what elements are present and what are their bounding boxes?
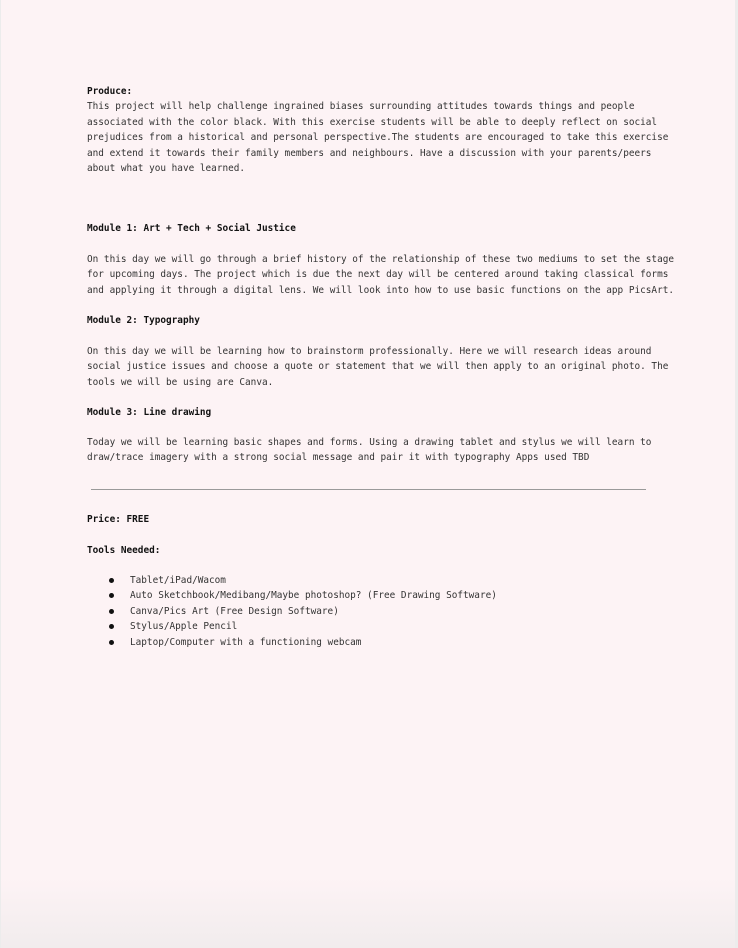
produce-line: prejudices from a historical and personal perspective.The students are encouraged to take this exercise	[87, 132, 669, 144]
tool-label: Laptop/Computer with a functioning webcam	[130, 636, 362, 648]
module-2-section	[87, 313, 200, 328]
module-3-paragraph	[87, 435, 651, 466]
page-bottom-shadow	[1, 878, 735, 948]
produce-line: about what you have learned.	[87, 163, 246, 175]
tools-list-wrap	[87, 573, 497, 650]
module-2-line: tools we will be using are Canva.	[87, 376, 274, 388]
tools-list-item	[87, 573, 497, 588]
module-1-heading: Module 1: Art + Tech + Social Justice	[87, 223, 296, 234]
module-1-line: for upcoming days. The project which is due the next day will be centered around taking classical forms	[87, 269, 669, 281]
module-3-heading: Module 3: Line drawing	[87, 407, 212, 418]
tools-list-item	[87, 635, 497, 650]
price-label: Price: FREE	[87, 514, 150, 525]
tool-label: Canva/Pics Art (Free Design Software)	[130, 605, 339, 617]
bullet-icon	[109, 578, 114, 583]
module-2-paragraph	[87, 344, 668, 390]
module-1-line: On this day we will go through a brief history of the relationship of these two mediums to set the stage	[87, 254, 674, 265]
produce-line: This project will help challenge ingrained biases surrounding attitudes towards things and people	[87, 101, 635, 113]
tools-list-item	[87, 604, 497, 619]
tools-list	[87, 573, 497, 650]
section-divider	[91, 489, 646, 490]
produce-paragraph	[87, 99, 668, 176]
produce-line: and extend it towards their family members and neighbours. Have a discussion with your parents/peers	[87, 147, 652, 159]
bullet-icon	[109, 609, 114, 614]
module-2-heading: Module 2: Typography	[87, 315, 200, 326]
tools-list-item	[87, 588, 497, 603]
produce-heading: Produce:	[87, 86, 133, 97]
produce-line: associated with the color black. With this exercise students will be able to deeply reflect on social	[87, 116, 658, 128]
tool-label: Stylus/Apple Pencil	[130, 621, 238, 633]
tools-heading: Tools Needed:	[87, 545, 161, 556]
module-1-paragraph	[87, 252, 674, 298]
tool-label: Auto Sketchbook/Medibang/Maybe photoshop? (Free Drawing Software)	[130, 590, 497, 602]
produce-section	[87, 84, 668, 176]
module-2-body	[87, 344, 668, 390]
module-1-line: and applying it through a digital lens. We will look into how to use basic functions on the app PicsArt.	[87, 284, 674, 296]
module-2-line: On this day we will be learning how to brainstorm professionally. Here we will research ideas around	[87, 346, 652, 357]
module-3-line: Today we will be learning basic shapes and forms. Using a drawing tablet and stylus we will learn to	[87, 437, 652, 448]
module-1-body	[87, 252, 674, 298]
module-1-section	[87, 221, 296, 236]
module-3-section	[87, 405, 211, 420]
document-page	[1, 0, 735, 948]
tool-label: Tablet/iPad/Wacom	[130, 575, 226, 586]
tools-list-item	[87, 619, 497, 634]
tools-section	[87, 543, 160, 558]
module-2-line: social justice issues and choose a quote or statement that we will then apply to an original photo. The	[87, 361, 669, 373]
bullet-icon	[109, 624, 114, 629]
bullet-icon	[109, 593, 114, 598]
module-3-body	[87, 435, 651, 466]
bullet-icon	[109, 640, 114, 645]
module-3-line: draw/trace imagery with a strong social message and pair it with typography Apps used TBD	[87, 452, 590, 464]
price-section	[87, 512, 149, 527]
